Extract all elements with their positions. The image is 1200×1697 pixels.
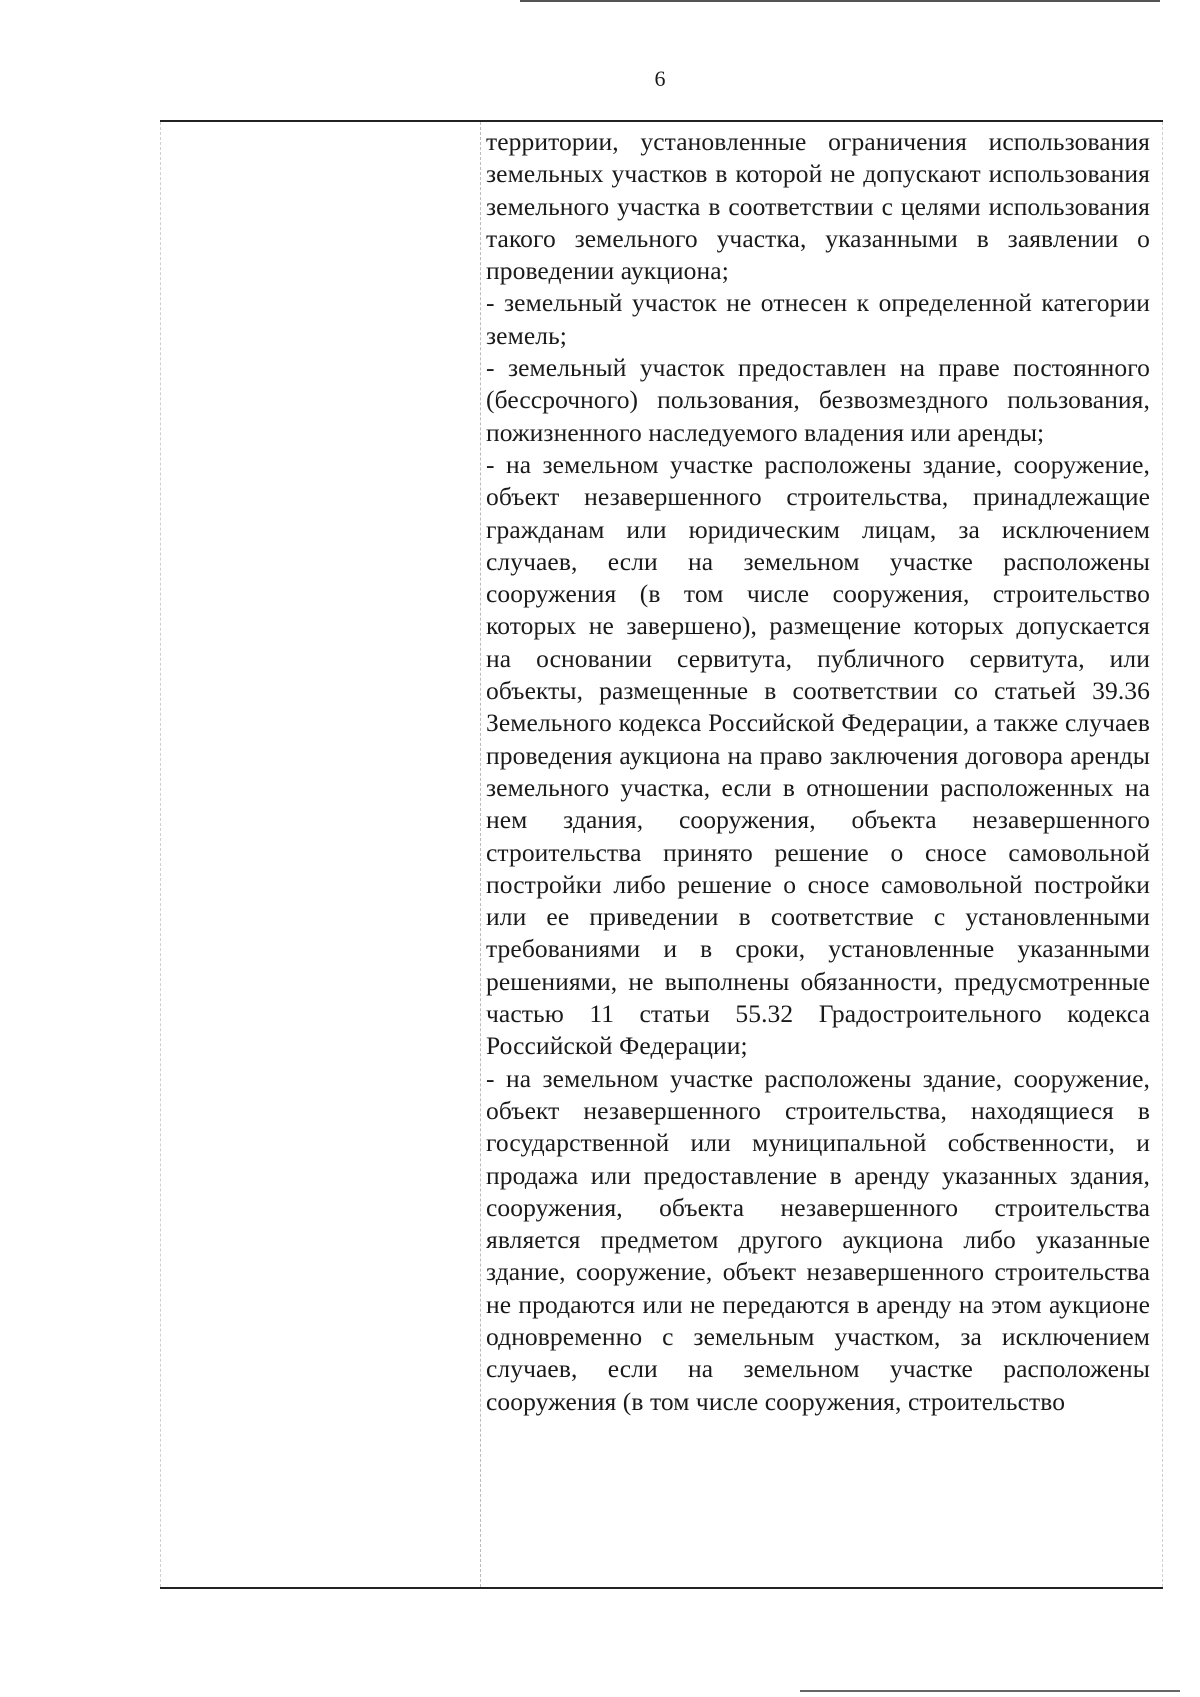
page-number: 6 xyxy=(654,66,666,91)
scan-top-edge-line xyxy=(520,0,1160,2)
paragraph-state-buildings: - на земельном участке расположены здание, сооружение, объект незавершенного строительства, находящиеся в государственной или муниципальной собственности, и продажа или предоставление в аренду указанных здания, сооружения, объекта незавершенного строительства является предметом другого аукциона либо указанные здание, сооружение, объект незавершенного строительства не продаются или не передаются в аренду на этом аукционе одновременно с земельным участком, за исключением случаев, если на земельном участке расположены сооружения (в том числе сооружения, строительство xyxy=(486,1063,1150,1416)
right-column-border xyxy=(1162,122,1163,1587)
paragraph-land-category: - земельный участок не отнесен к определенной категории земель; xyxy=(486,288,1150,350)
document-table xyxy=(160,120,1163,1589)
column-divider xyxy=(480,122,481,1587)
scan-bottom-edge-line xyxy=(800,1690,1180,1692)
paragraph-private-buildings: - на земельном участке расположены здание, сооружение, объект незавершенного строительства, принадлежащие гражданам или юридическим лицам, за исключением случаев, если на земельном участке расположены сооружения (в том числе сооружения, строительство которых не завершено), размещение которых допускается на основании сервитута, публичного сервитута, или объекты, размещенные в соответствии со статьей 39.36 Земельного кодекса Российской Федерации, а также случаев проведения аукциона на право заключения договора аренды земельного участка, если в отношении расположенных на нем здания, сооружения, объекта незавершенного строительства принято решение о сносе самовольной постройки либо решение о сносе самовольной постройки или ее приведении в соответствие с установленными требованиями и в сроки, установленные указанными решениями, не выполнены обязанности, предусмотренные частью 11 статьи 55.32 Градостроительного кодекса Российской Федерации; xyxy=(486,449,1150,1061)
left-column-border xyxy=(160,122,161,1587)
right-column-text xyxy=(486,126,1150,1418)
paragraph-land-rights: - земельный участок предоставлен на праве постоянного (бессрочного) пользования, безвозмездного пользования, пожизненного наследуемого владения или аренды; xyxy=(486,353,1150,447)
paragraph-territory-restrictions: территории, установленные ограничения использования земельных участков в которой не допускают использования земельного участка в соответствии с целями использования такого земельного участка, указанными в заявлении о проведении аукциона; xyxy=(486,127,1150,286)
